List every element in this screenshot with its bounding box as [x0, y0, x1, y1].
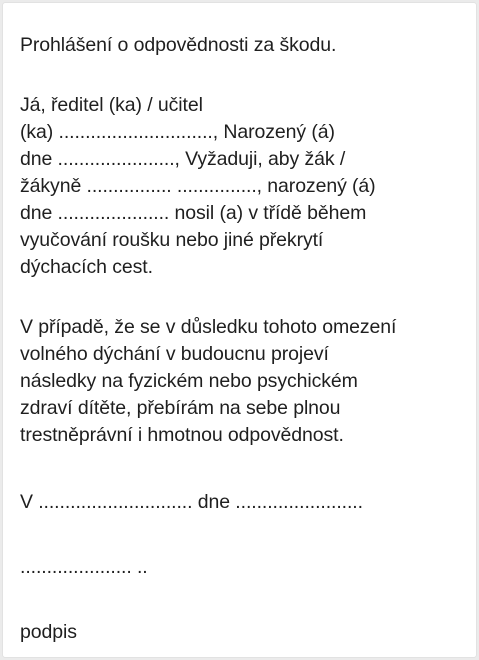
paragraph-line: Já, ředitel (ka) / učitel [20, 94, 203, 116]
spacer [20, 59, 470, 92]
document-page [3, 3, 476, 657]
liability-paragraph [20, 314, 470, 449]
paragraph-line: dýchacích cest. [20, 256, 153, 278]
document-content [20, 32, 470, 646]
paragraph-line: dne ......................, Vyžaduji, aby žák / [20, 148, 346, 170]
paragraph-line: zdraví dítěte, přebírám na sebe plnou [20, 397, 341, 419]
paragraph-line: dne ..................... nosil (a) v třídě během [20, 202, 367, 224]
paragraph-line: (ka) ............................., Narozený (á) [20, 121, 335, 143]
document-title: Prohlášení o odpovědnosti za škodu. [20, 34, 337, 56]
spacer [20, 449, 470, 489]
place-date-line: V ............................. dne ........................ [20, 491, 363, 513]
spacer [20, 581, 470, 619]
paragraph-line: trestněprávní i hmotnou odpovědnost. [20, 424, 344, 446]
signature-label: podpis [20, 621, 77, 643]
spacer [20, 516, 470, 554]
paragraph-line: žákyně ................ ..............., narozený (á) [20, 175, 376, 197]
paragraph-line: následky na fyzickém nebo psychickém [20, 370, 358, 392]
signature-dots: ..................... .. [20, 556, 148, 578]
paragraph-line: V případě, že se v důsledku tohoto omezení [20, 316, 397, 338]
paragraph-line: volného dýchání v budoucnu projeví [20, 343, 329, 365]
spacer [20, 281, 470, 314]
paragraph-line: vyučování roušku nebo jiné překrytí [20, 229, 324, 251]
declaration-paragraph [20, 92, 470, 281]
